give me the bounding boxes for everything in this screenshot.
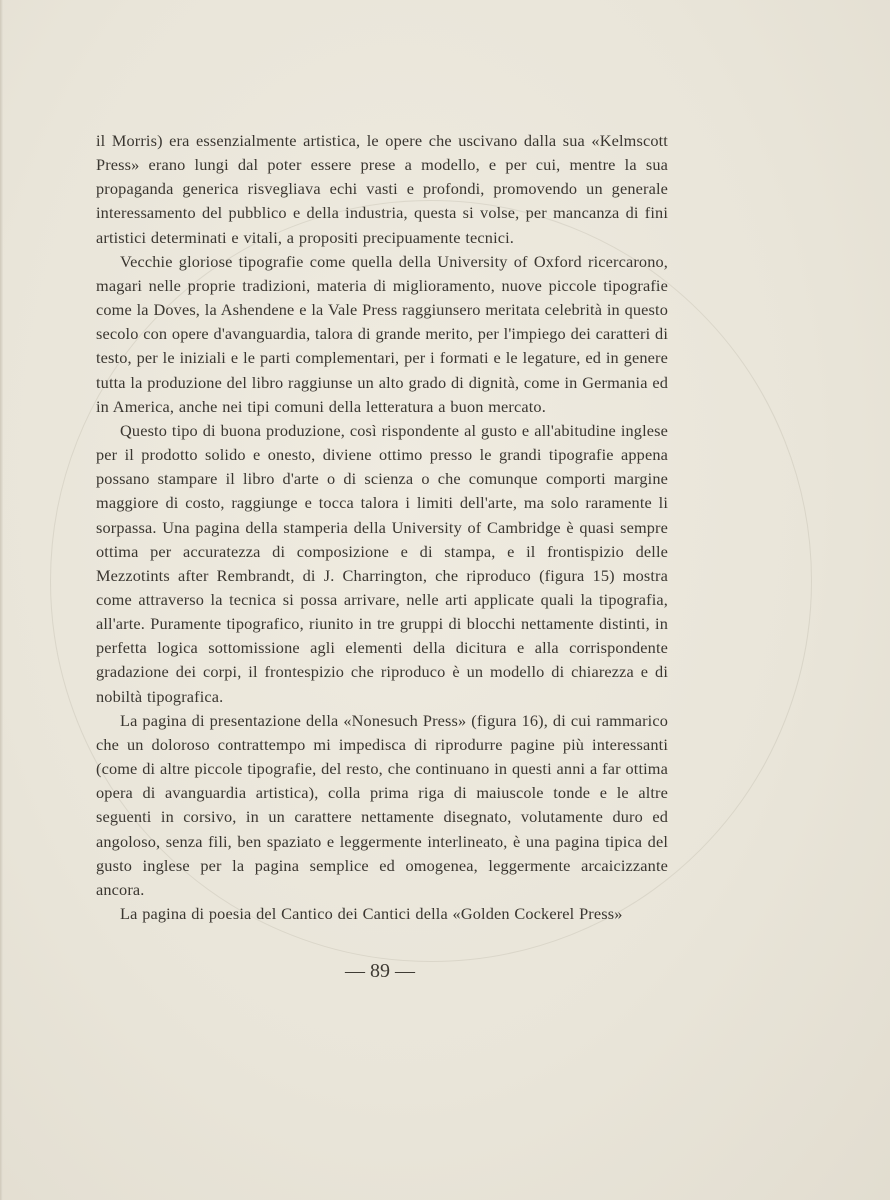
paragraph-3: Questo tipo di buona produzione, così rispondente al gusto e all'abitudine inglese per il prodotto solido e onesto, diviene ottimo presso le grandi tipografie appena possano stampare il libro d'arte o di scienza o che comunque comporti margine maggiore di costo, raggiunge e tocca talora i limiti dell'arte, ma solo raramente li sorpassa. Una pagina della stamperia della University of Cambridge è quasi sempre ottima per accuratezza di composizione e di stampa, e il frontispizio delle Mezzotints after Rembrandt, di J. Charrington, che riproduco (figura 15) mostra come attraverso la tecnica si possa arrivare, nelle arti applicate quali la tipografia, all'arte. Puramente tipografico, riunito in tre gruppi di blocchi nettamente distinti, in perfetta logica sottomissione agli elementi della dicitura e alla corrispondente gradazione dei corpi, il frontespizio che riproduco è un modello di chiarezza e di nobiltà tipografica. xyxy=(96,420,668,706)
paragraph-2: Vecchie gloriose tipografie come quella della University of Oxford ricercarono, magari nelle proprie tradizioni, materia di miglioramento, nuove piccole tipografie come la Doves, la Ashendene e la Vale Press raggiunsero meritata celebrità in questo secolo con opere d'avanguardia, talora di grande merito, per l'impiego dei caratteri di testo, per le iniziali e le parti complementari, per i formati e le legature, ed in genere tutta la produzione del libro raggiunse un alto grado di dignità, come in Germania ed in America, anche nei tipi comuni della letteratura a buon mercato. xyxy=(96,251,668,416)
paragraph-5: La pagina di poesia del Cantico dei Cantici della «Golden Cockerel Press» xyxy=(120,904,623,923)
paragraph-1: il Morris) era essenzialmente artistica, le opere che uscivano dalla sua «Kelmscott Press» erano lungi dal poter essere prese a modello, e per cui, mentre la sua propaganda generica risvegliava echi vasti e profondi, promovendo un generale interessamento del pubblico e della industria, questa si volse, per mancanza di fini artistici determinati e vitali, a propositi precipuamente tecnici. xyxy=(96,131,668,247)
page-number: — 89 — xyxy=(345,960,415,982)
page-edge xyxy=(0,0,3,1200)
body-text xyxy=(96,129,668,926)
paragraph-4: La pagina di presentazione della «Nonesuch Press» (figura 16), di cui rammarico che un doloroso contrattempo mi impedisca di riprodurre pagine più interessanti (come di altre piccole tipografie, del resto, che continuano in questi anni a far ottima opera di avanguardia artistica), colla prima riga di maiuscole tonde e le altre seguenti in corsivo, in un carattere nettamente disegnato, volutamente duro ed angoloso, senza fili, ben spaziato e leggermente interlineato, è una pagina tipica del gusto inglese per la pagina semplice ed omogenea, leggermente arcaicizzante ancora. xyxy=(96,710,668,899)
